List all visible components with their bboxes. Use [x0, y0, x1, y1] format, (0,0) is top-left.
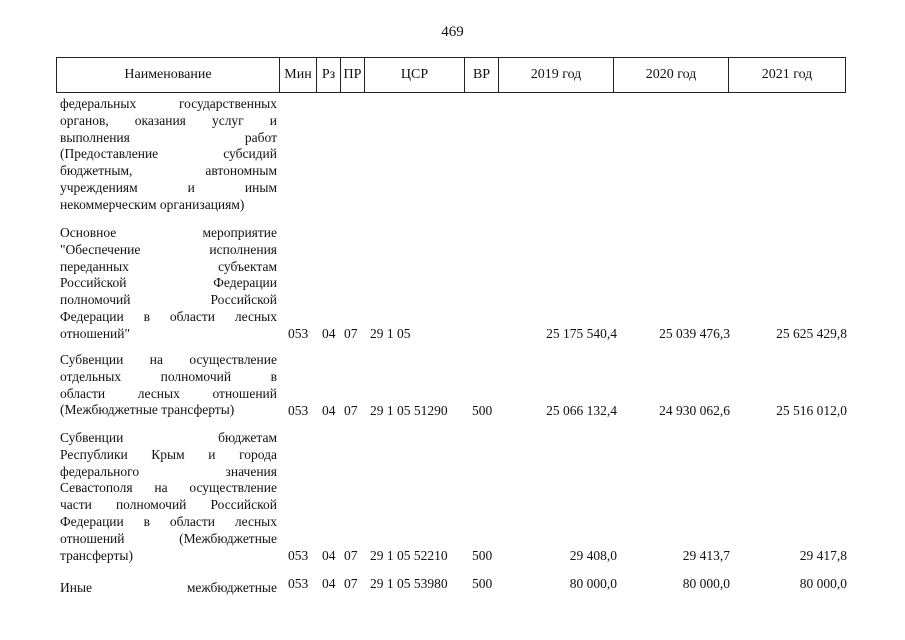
table-row-name [60, 430, 277, 564]
cell-2019: 25 066 132,4 [546, 403, 617, 418]
name-line: Федерации в области лесных [60, 513, 277, 529]
cell-vr: 500 [472, 576, 493, 591]
cell-min: 053 [288, 403, 309, 418]
cell-rz: 04 [322, 403, 336, 418]
cell-2020: 24 930 062,6 [659, 403, 730, 418]
cell-csr: 29 1 05 53980 [370, 576, 448, 591]
cell-min: 053 [288, 548, 309, 563]
table-row-name [60, 96, 277, 214]
name-line: Севастополя на осуществление [60, 480, 277, 496]
cell-pr: 07 [344, 548, 358, 563]
header-pr: ПР [341, 58, 365, 92]
header-2019: 2019 год [499, 58, 614, 92]
name-line: Субвенции бюджетам [60, 430, 277, 445]
cell-2020: 25 039 476,3 [659, 326, 730, 341]
header-min: Мин [280, 58, 317, 92]
cell-vr: 500 [472, 548, 493, 563]
cell-2019: 25 175 540,4 [546, 326, 617, 341]
name-line: некоммерческим организациям) [60, 196, 245, 212]
name-line: выполнения работ [60, 129, 277, 145]
cell-min: 053 [288, 576, 309, 591]
name-line: Основное мероприятие [60, 225, 277, 240]
name-line: органов, оказания услуг и [60, 112, 277, 128]
name-line: области лесных отношений [60, 385, 277, 401]
header-name: Наименование [57, 58, 280, 92]
cell-2021: 80 000,0 [799, 576, 847, 591]
header-rz: Рз [317, 58, 341, 92]
cell-min: 053 [288, 326, 309, 341]
name-line: федеральных государственных [60, 96, 277, 111]
name-line: Республики Крым и города [60, 446, 277, 462]
name-line: Субвенции на осуществление [60, 352, 277, 367]
name-line: части полномочий Российской [60, 497, 277, 513]
header-2020: 2020 год [614, 58, 729, 92]
table-header [56, 57, 846, 93]
name-line: отдельных полномочий в [60, 368, 277, 384]
header-2021: 2021 год [761, 67, 813, 82]
cell-2019: 29 408,0 [569, 548, 617, 563]
table-row-name [60, 225, 277, 343]
cell-rz: 04 [322, 326, 336, 341]
cell-2021: 29 417,8 [799, 548, 847, 563]
cell-2021: 25 625 429,8 [776, 326, 847, 341]
page-number: 469 [441, 24, 464, 40]
cell-rz: 04 [322, 576, 336, 591]
cell-vr: 500 [472, 403, 493, 418]
name-line: Федерации в области лесных [60, 308, 277, 324]
name-line: федерального значения [60, 463, 277, 479]
name-line: полномочий Российской [60, 292, 277, 308]
name-line: отношений (Межбюджетные [60, 530, 277, 546]
header-vr: ВР [465, 58, 499, 92]
cell-rz: 04 [322, 548, 336, 563]
name-line: учреждениям и иным [60, 179, 277, 195]
cell-csr: 29 1 05 51290 [370, 403, 448, 418]
cell-pr: 07 [344, 326, 358, 341]
table-row-name [60, 352, 277, 419]
name-line: отношений" [60, 325, 131, 341]
name-line: трансферты) [60, 547, 133, 563]
name-line: "Обеспечение исполнения [60, 241, 277, 257]
cell-csr: 29 1 05 52210 [370, 548, 448, 563]
header-csr: ЦСР [365, 58, 465, 92]
cell-2021: 25 516 012,0 [776, 403, 847, 418]
table-row-name [60, 580, 277, 597]
name-line: (Предоставление субсидий [60, 146, 277, 162]
name-line: переданных субъектам [60, 258, 277, 274]
cell-pr: 07 [344, 403, 358, 418]
cell-2020: 29 413,7 [682, 548, 730, 563]
name-line: бюджетным, автономным [60, 163, 277, 179]
cell-2020: 80 000,0 [682, 576, 730, 591]
name-line: (Межбюджетные трансферты) [60, 402, 235, 418]
name-line: Российской Федерации [60, 275, 277, 291]
cell-2019: 80 000,0 [569, 576, 617, 591]
cell-csr: 29 1 05 [370, 326, 411, 341]
cell-pr: 07 [344, 576, 358, 591]
name-line: Иные межбюджетные [60, 580, 277, 595]
